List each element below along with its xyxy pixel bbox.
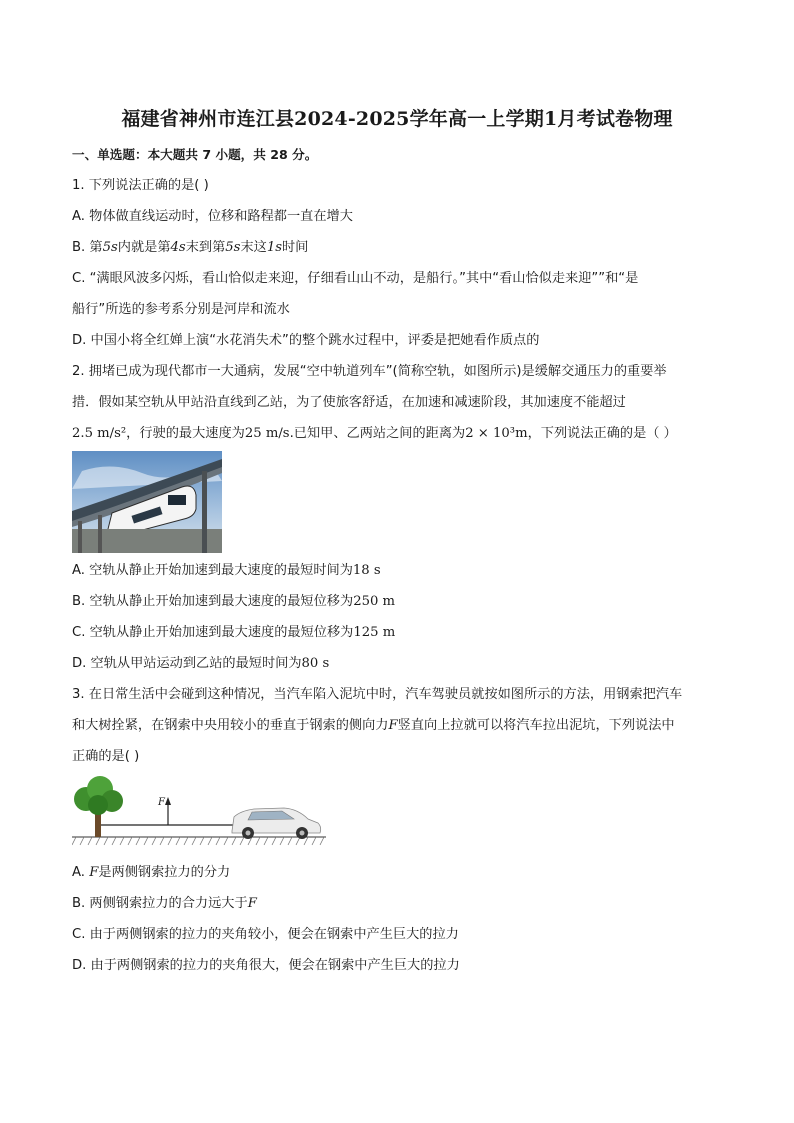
monorail-photo xyxy=(72,451,222,553)
q2-b-text: B. 空轨从静止开始加速到最大速度的最短位移为 xyxy=(72,594,354,609)
q3-option-d: D. 由于两侧钢索的拉力的夹角很大，便会在钢索中产生巨大的拉力 xyxy=(72,958,460,973)
q1-b-value-3: 5s xyxy=(225,240,241,255)
q2-stem-line3 xyxy=(72,425,677,443)
force-label: F xyxy=(158,797,165,808)
q3-b-text: B. 两侧钢索拉力的合力远大于 xyxy=(72,896,248,911)
q2-d-text: D. 空轨从甲站运动到乙站的最短时间为 xyxy=(72,656,302,671)
q3-line2-text-a: 和大树拴紧，在钢索中央用较小的垂直于钢索的侧向力 xyxy=(72,718,389,733)
q2-stem-line2: 措．假如某空轨从甲站沿直线到乙站，为了使旅客舒适，在加速和减速阶段，其加速度不能超过 xyxy=(72,395,626,410)
q1-b-value-2: 4s xyxy=(170,240,186,255)
q3-stem-line3: 正确的是( ) xyxy=(72,749,140,764)
q2-option-c xyxy=(72,624,395,642)
q1-stem: 1. 下列说法正确的是( ) xyxy=(72,178,209,193)
q3-option-c: C. 由于两侧钢索的拉力的夹角较小，便会在钢索中产生巨大的拉力 xyxy=(72,927,459,942)
q3-a-prefix: A. xyxy=(72,865,90,880)
section-heading: 一、单选题：本大题共 7 小题，共 28 分。 xyxy=(72,147,318,162)
exam-title: 福建省神州市连江县2024-2025学年高一上学期1月考试卷物理 xyxy=(121,108,673,130)
q3-b-force: F xyxy=(247,896,257,911)
q2-a-text: A. 空轨从静止开始加速到最大速度的最短时间为 xyxy=(72,563,353,578)
q1-b-value-4: 1s xyxy=(266,240,282,255)
q2-option-a xyxy=(72,562,381,580)
q2-stem-line1: 2. 拥堵已成为现代都市一大通病，发展“空中轨道列车”(简称空轨，如图所示)是缓解交通压力的重要举 xyxy=(72,364,667,379)
car-icon xyxy=(232,808,321,839)
q2-line3-text-2: .已知甲、乙两站之间的距离为 xyxy=(289,426,466,441)
q3-option-a xyxy=(72,864,230,882)
q1-b-text-4: 末这 xyxy=(240,240,267,255)
q3-stem-line1: 3. 在日常生活中会碰到这种情况，当汽车陷入泥坑中时，汽车驾驶员就按如图所示的方法，用钢索把汽车 xyxy=(72,687,683,702)
q2-max-speed: 25 m/s xyxy=(244,426,290,441)
q2-line3-text-1: ，行驶的最大速度为 xyxy=(126,426,245,441)
q3-option-b xyxy=(72,895,257,913)
q1-option-c-line2: 船行”所选的参考系分别是河岸和流水 xyxy=(72,302,290,317)
q1-b-text-2: 内就是第 xyxy=(117,240,171,255)
q1-b-value-1: 5s xyxy=(102,240,118,255)
q2-b-value: 250 m xyxy=(353,594,396,609)
q3-stem-line2 xyxy=(72,717,675,735)
car-tree-diagram xyxy=(72,775,326,851)
q1-option-c-line1: C. “满眼风波多闪烁，看山恰似走来迎，仔细看山山不动，是船行。”其中“看山恰似走来迎””和“是 xyxy=(72,271,639,286)
q2-c-value: 125 m xyxy=(353,625,396,640)
q2-d-value: 80 s xyxy=(301,656,330,671)
q1-option-d: D. 中国小将全红婵上演“水花消失术”的整个跳水过程中，评委是把她看作质点的 xyxy=(72,333,540,348)
q1-option-a: A. 物体做直线运动时，位移和路程都一直在增大 xyxy=(72,209,353,224)
q1-b-text-5: 时间 xyxy=(282,240,309,255)
q1-option-b xyxy=(72,239,308,257)
q3-line2-force: F xyxy=(388,718,398,733)
q2-max-acceleration: 2.5 m/s² xyxy=(72,426,127,441)
q2-option-b xyxy=(72,593,395,611)
q3-a-force: F xyxy=(89,865,99,880)
tree-icon xyxy=(74,776,123,837)
q3-line2-text-b: 竖直向上拉就可以将汽车拉出泥坑，下列说法中 xyxy=(397,718,675,733)
q1-b-text-1: B. 第 xyxy=(72,240,103,255)
q3-a-text: 是两侧钢索拉力的分力 xyxy=(98,865,231,880)
q2-option-d xyxy=(72,655,329,673)
q2-c-text: C. 空轨从静止开始加速到最大速度的最短位移为 xyxy=(72,625,354,640)
q2-distance: 2 × 10³m xyxy=(465,426,528,441)
q1-b-text-3: 末到第 xyxy=(185,240,226,255)
q2-a-value: 18 s xyxy=(352,563,381,578)
q2-line3-text-3: ，下列说法正确的是（ ） xyxy=(527,426,677,441)
